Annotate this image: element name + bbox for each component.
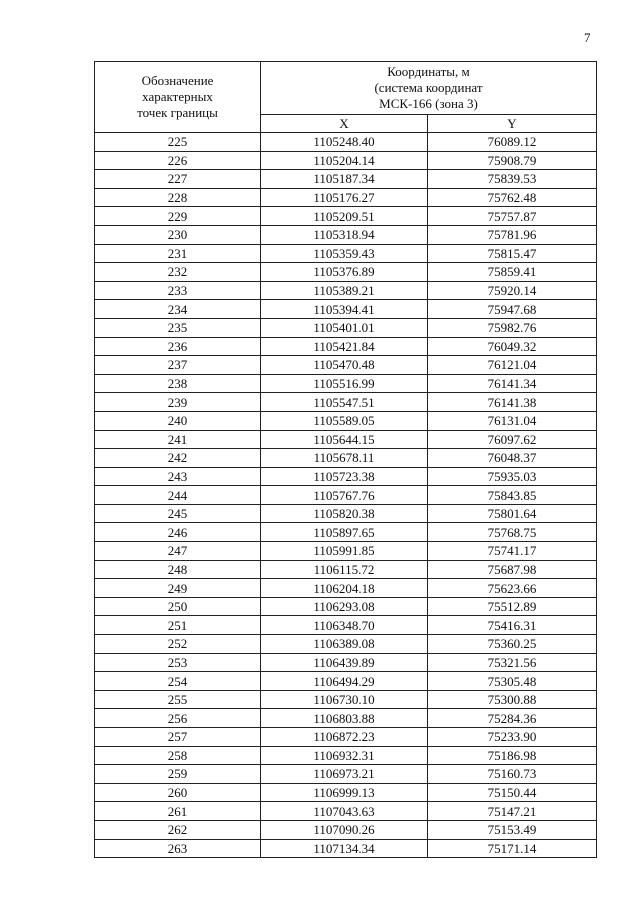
point-number-cell: 233 [95,281,261,300]
table-row [95,820,597,839]
table-row [95,635,597,654]
header-coordinates-line: Координаты, м [387,63,470,79]
table-row [95,430,597,449]
table-row [95,318,597,337]
y-coordinate-cell: 75839.53 [428,170,597,189]
x-coordinate-cell: 1106204.18 [261,579,428,598]
x-coordinate-cell: 1105644.15 [261,430,428,449]
x-coordinate-cell: 1106730.10 [261,690,428,709]
x-coordinate-cell: 1105401.01 [261,318,428,337]
y-coordinate-cell: 75757.87 [428,207,597,226]
x-coordinate-cell: 1106872.23 [261,728,428,747]
x-coordinate-cell: 1105678.11 [261,449,428,468]
table-row [95,709,597,728]
table-row [95,281,597,300]
table-row [95,356,597,375]
table-row [95,560,597,579]
point-number-cell: 226 [95,151,261,170]
x-coordinate-cell: 1106439.89 [261,653,428,672]
x-coordinate-cell: 1106999.13 [261,783,428,802]
point-number-cell: 263 [95,839,261,858]
x-coordinate-cell: 1106115.72 [261,560,428,579]
x-coordinate-cell: 1105820.38 [261,504,428,523]
page-number: 7 [584,30,591,45]
table-row [95,170,597,189]
header-y: Y [428,114,597,132]
point-number-cell: 254 [95,672,261,691]
point-number-cell: 255 [95,690,261,709]
header-point-label-line: точек границы [137,105,218,120]
point-number-cell: 231 [95,244,261,263]
x-coordinate-cell: 1105421.84 [261,337,428,356]
x-coordinate-cell: 1105991.85 [261,542,428,561]
table-row [95,133,597,152]
x-coordinate-cell: 1105723.38 [261,467,428,486]
point-number-cell: 251 [95,616,261,635]
table-row [95,411,597,430]
x-coordinate-cell: 1105767.76 [261,486,428,505]
x-coordinate-cell: 1105187.34 [261,170,428,189]
x-coordinate-cell: 1106293.08 [261,597,428,616]
y-coordinate-cell: 75512.89 [428,597,597,616]
table-row [95,579,597,598]
y-coordinate-cell: 75920.14 [428,281,597,300]
table-row [95,374,597,393]
table-header [95,62,597,133]
x-coordinate-cell: 1106348.70 [261,616,428,635]
y-coordinate-cell: 76141.34 [428,374,597,393]
table-row [95,690,597,709]
x-coordinate-cell: 1105176.27 [261,188,428,207]
header-point-label [95,62,261,133]
y-coordinate-cell: 75687.98 [428,560,597,579]
point-number-cell: 234 [95,300,261,319]
point-number-cell: 250 [95,597,261,616]
table-row [95,244,597,263]
y-coordinate-cell: 76048.37 [428,449,597,468]
point-number-cell: 258 [95,746,261,765]
y-coordinate-cell: 75147.21 [428,802,597,821]
point-number-cell: 229 [95,207,261,226]
y-coordinate-cell: 75741.17 [428,542,597,561]
point-number-cell: 240 [95,411,261,430]
table-row [95,728,597,747]
table-row [95,802,597,821]
table-row [95,449,597,468]
point-number-cell: 239 [95,393,261,412]
table-row [95,653,597,672]
x-coordinate-cell: 1105897.65 [261,523,428,542]
y-coordinate-cell: 76121.04 [428,356,597,375]
y-coordinate-cell: 75300.88 [428,690,597,709]
table-body [95,133,597,858]
table-row [95,207,597,226]
point-number-cell: 244 [95,486,261,505]
table-row [95,672,597,691]
x-coordinate-cell: 1106973.21 [261,765,428,784]
table-row [95,151,597,170]
x-coordinate-cell: 1105209.51 [261,207,428,226]
header-coordinates-line: (система координат [374,79,483,95]
y-coordinate-cell: 76097.62 [428,430,597,449]
y-coordinate-cell: 75171.14 [428,839,597,858]
x-coordinate-cell: 1105248.40 [261,133,428,152]
table-row [95,467,597,486]
y-coordinate-cell: 75186.98 [428,746,597,765]
table-row [95,542,597,561]
point-number-cell: 247 [95,542,261,561]
table-row [95,839,597,858]
y-coordinate-cell: 75623.66 [428,579,597,598]
header-point-label-line: Обозначение [141,73,214,88]
point-number-cell: 245 [95,504,261,523]
table-row [95,616,597,635]
point-number-cell: 256 [95,709,261,728]
x-coordinate-cell: 1105516.99 [261,374,428,393]
header-coordinates-line: МСК-166 (зона 3) [379,95,478,111]
point-number-cell: 237 [95,356,261,375]
table-row [95,486,597,505]
point-number-cell: 260 [95,783,261,802]
x-coordinate-cell: 1107090.26 [261,820,428,839]
point-number-cell: 248 [95,560,261,579]
x-coordinate-cell: 1105204.14 [261,151,428,170]
y-coordinate-cell: 75153.49 [428,820,597,839]
y-coordinate-cell: 75859.41 [428,263,597,282]
point-number-cell: 249 [95,579,261,598]
x-coordinate-cell: 1105394.41 [261,300,428,319]
coordinates-table [94,61,597,858]
header-coordinates [261,62,597,115]
table-row [95,597,597,616]
point-number-cell: 230 [95,225,261,244]
point-number-cell: 235 [95,318,261,337]
point-number-cell: 228 [95,188,261,207]
point-number-cell: 252 [95,635,261,654]
y-coordinate-cell: 75416.31 [428,616,597,635]
table-row [95,765,597,784]
y-coordinate-cell: 75768.75 [428,523,597,542]
point-number-cell: 246 [95,523,261,542]
y-coordinate-cell: 75908.79 [428,151,597,170]
y-coordinate-cell: 76131.04 [428,411,597,430]
y-coordinate-cell: 75982.76 [428,318,597,337]
x-coordinate-cell: 1105376.89 [261,263,428,282]
y-coordinate-cell: 75843.85 [428,486,597,505]
table-row [95,393,597,412]
point-number-cell: 253 [95,653,261,672]
table-row [95,337,597,356]
point-number-cell: 257 [95,728,261,747]
y-coordinate-cell: 75150.44 [428,783,597,802]
table-row [95,225,597,244]
point-number-cell: 241 [95,430,261,449]
table-row [95,783,597,802]
y-coordinate-cell: 75781.96 [428,225,597,244]
point-number-cell: 225 [95,133,261,152]
y-coordinate-cell: 75305.48 [428,672,597,691]
x-coordinate-cell: 1105470.48 [261,356,428,375]
table-row [95,746,597,765]
x-coordinate-cell: 1105547.51 [261,393,428,412]
table-row [95,504,597,523]
x-coordinate-cell: 1105589.05 [261,411,428,430]
point-number-cell: 232 [95,263,261,282]
point-number-cell: 262 [95,820,261,839]
point-number-cell: 243 [95,467,261,486]
x-coordinate-cell: 1106494.29 [261,672,428,691]
x-coordinate-cell: 1105359.43 [261,244,428,263]
y-coordinate-cell: 75762.48 [428,188,597,207]
y-coordinate-cell: 75321.56 [428,653,597,672]
x-coordinate-cell: 1105318.94 [261,225,428,244]
point-number-cell: 227 [95,170,261,189]
x-coordinate-cell: 1107134.34 [261,839,428,858]
x-coordinate-cell: 1107043.63 [261,802,428,821]
header-x: X [261,114,428,132]
y-coordinate-cell: 76141.38 [428,393,597,412]
x-coordinate-cell: 1106932.31 [261,746,428,765]
point-number-cell: 259 [95,765,261,784]
table-row [95,300,597,319]
table-row [95,263,597,282]
y-coordinate-cell: 75815.47 [428,244,597,263]
x-coordinate-cell: 1106389.08 [261,635,428,654]
y-coordinate-cell: 75801.64 [428,504,597,523]
y-coordinate-cell: 75947.68 [428,300,597,319]
table-row [95,188,597,207]
y-coordinate-cell: 75935.03 [428,467,597,486]
y-coordinate-cell: 76049.32 [428,337,597,356]
y-coordinate-cell: 76089.12 [428,133,597,152]
point-number-cell: 261 [95,802,261,821]
x-coordinate-cell: 1105389.21 [261,281,428,300]
y-coordinate-cell: 75233.90 [428,728,597,747]
point-number-cell: 242 [95,449,261,468]
y-coordinate-cell: 75160.73 [428,765,597,784]
point-number-cell: 236 [95,337,261,356]
y-coordinate-cell: 75284.36 [428,709,597,728]
table-row [95,523,597,542]
point-number-cell: 238 [95,374,261,393]
y-coordinate-cell: 75360.25 [428,635,597,654]
x-coordinate-cell: 1106803.88 [261,709,428,728]
header-point-label-line: характерных [142,89,213,104]
